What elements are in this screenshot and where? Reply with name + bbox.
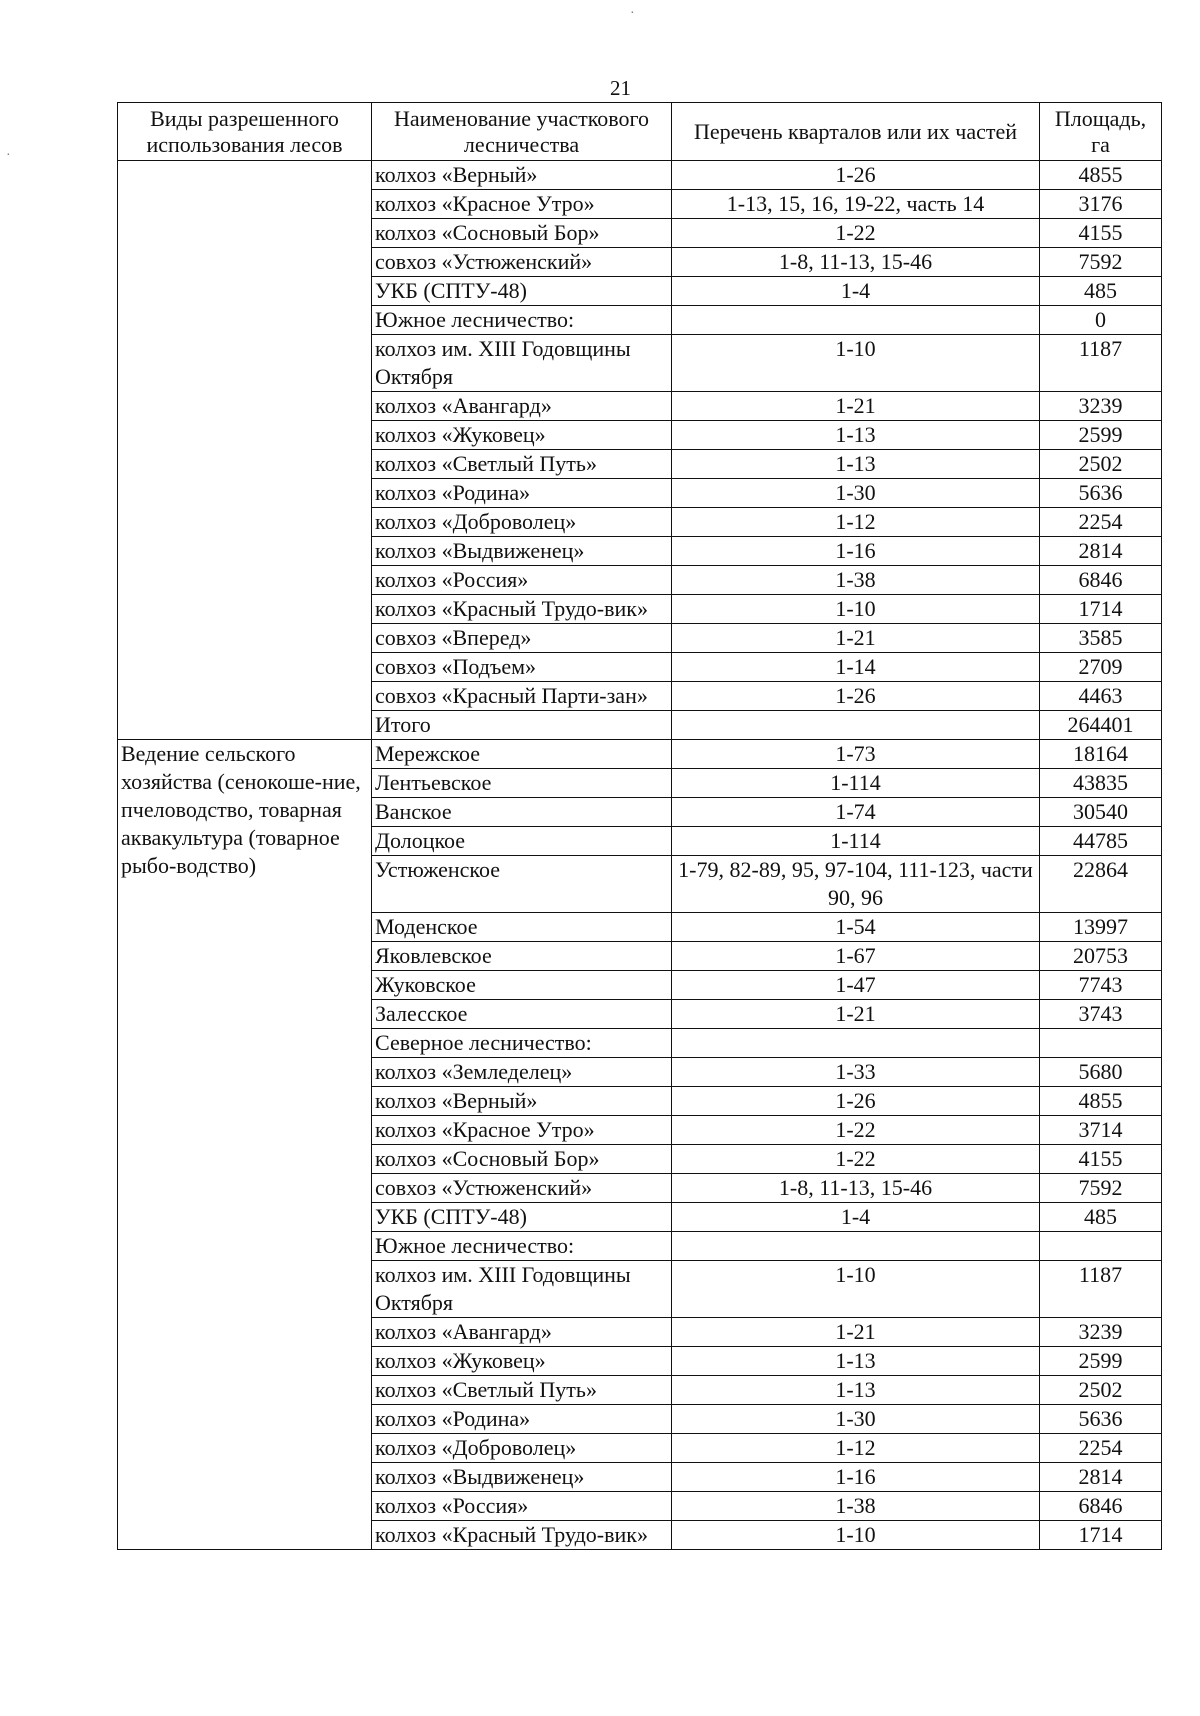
forestry-name-cell: Долоцкое	[372, 827, 672, 856]
use-kind-cell: Ведение сельского хозяйства (сенокоше-ние, пчеловодство, товарная аквакультура (товарное рыбо-водство)	[118, 740, 372, 1550]
area-cell: 4855	[1040, 161, 1162, 190]
area-cell: 3239	[1040, 1318, 1162, 1347]
quarters-cell	[672, 711, 1040, 740]
quarters-cell: 1-21	[672, 1000, 1040, 1029]
quarters-cell: 1-8, 11-13, 15-46	[672, 1174, 1040, 1203]
area-cell: 4155	[1040, 219, 1162, 248]
table-row	[118, 740, 1162, 769]
area-cell: 4155	[1040, 1145, 1162, 1174]
area-cell: 3239	[1040, 392, 1162, 421]
quarters-cell: 1-79, 82-89, 95, 97-104, 111-123, части 90, 96	[672, 856, 1040, 913]
area-cell: 43835	[1040, 769, 1162, 798]
area-cell: 1187	[1040, 1261, 1162, 1318]
forestry-name-cell: колхоз им. XIII Годовщины Октября	[372, 335, 672, 392]
area-cell: 18164	[1040, 740, 1162, 769]
area-cell: 7743	[1040, 971, 1162, 1000]
forestry-name-cell: Ванское	[372, 798, 672, 827]
forestry-name-cell: колхоз «Авангард»	[372, 392, 672, 421]
forestry-name-cell: колхоз «Родина»	[372, 479, 672, 508]
area-cell: 2709	[1040, 653, 1162, 682]
quarters-cell: 1-74	[672, 798, 1040, 827]
area-cell: 44785	[1040, 827, 1162, 856]
quarters-cell: 1-26	[672, 682, 1040, 711]
forestry-name-cell: Моденское	[372, 913, 672, 942]
area-cell: 4463	[1040, 682, 1162, 711]
forestry-name-cell: колхоз «Красное Утро»	[372, 1116, 672, 1145]
area-cell: 485	[1040, 1203, 1162, 1232]
quarters-cell: 1-13	[672, 450, 1040, 479]
quarters-cell: 1-33	[672, 1058, 1040, 1087]
header-name: Наименование участкового лесничества	[372, 103, 672, 161]
quarters-cell: 1-21	[672, 624, 1040, 653]
area-cell: 5636	[1040, 1405, 1162, 1434]
area-cell: 1187	[1040, 335, 1162, 392]
forestry-name-cell: Яковлевское	[372, 942, 672, 971]
use-kind-cell	[118, 161, 372, 740]
area-cell: 3176	[1040, 190, 1162, 219]
forestry-name-cell: колхоз «Жуковец»	[372, 1347, 672, 1376]
forestry-name-cell: колхоз «Россия»	[372, 566, 672, 595]
forestry-name-cell: колхоз «Верный»	[372, 1087, 672, 1116]
quarters-cell: 1-4	[672, 277, 1040, 306]
area-cell: 7592	[1040, 1174, 1162, 1203]
area-cell: 3714	[1040, 1116, 1162, 1145]
area-cell: 2502	[1040, 1376, 1162, 1405]
quarters-cell: 1-21	[672, 392, 1040, 421]
area-cell: 30540	[1040, 798, 1162, 827]
quarters-cell: 1-38	[672, 566, 1040, 595]
table-row	[118, 161, 1162, 190]
quarters-cell: 1-38	[672, 1492, 1040, 1521]
forestry-name-cell: колхоз «Родина»	[372, 1405, 672, 1434]
area-cell: 13997	[1040, 913, 1162, 942]
header-kind: Виды разрешенного использования лесов	[118, 103, 372, 161]
forestry-name-cell: колхоз «Красное Утро»	[372, 190, 672, 219]
forestry-name-cell: колхоз «Выдвиженец»	[372, 537, 672, 566]
forestry-name-cell: Южное лесничество:	[372, 1232, 672, 1261]
quarters-cell: 1-10	[672, 1261, 1040, 1318]
area-cell: 6846	[1040, 566, 1162, 595]
table-header-row	[118, 103, 1162, 161]
forestry-name-cell: колхоз им. XIII Годовщины Октября	[372, 1261, 672, 1318]
quarters-cell: 1-26	[672, 1087, 1040, 1116]
forestry-name-cell: колхоз «Светлый Путь»	[372, 1376, 672, 1405]
quarters-cell: 1-30	[672, 1405, 1040, 1434]
forestry-name-cell: Жуковское	[372, 971, 672, 1000]
forestry-name-cell: УКБ (СПТУ-48)	[372, 1203, 672, 1232]
area-cell	[1040, 1232, 1162, 1261]
forestry-name-cell: Южное лесничество:	[372, 306, 672, 335]
forestry-name-cell: колхоз «Россия»	[372, 1492, 672, 1521]
area-cell: 1714	[1040, 1521, 1162, 1550]
quarters-cell: 1-13	[672, 1376, 1040, 1405]
quarters-cell: 1-22	[672, 1145, 1040, 1174]
quarters-cell: 1-13, 15, 16, 19-22, часть 14	[672, 190, 1040, 219]
quarters-cell: 1-4	[672, 1203, 1040, 1232]
forestry-name-cell: колхоз «Авангард»	[372, 1318, 672, 1347]
quarters-cell: 1-114	[672, 827, 1040, 856]
forestry-name-cell: колхоз «Земледелец»	[372, 1058, 672, 1087]
area-cell: 5680	[1040, 1058, 1162, 1087]
quarters-cell: 1-13	[672, 421, 1040, 450]
quarters-cell	[672, 306, 1040, 335]
quarters-cell: 1-12	[672, 1434, 1040, 1463]
quarters-cell: 1-14	[672, 653, 1040, 682]
quarters-cell: 1-8, 11-13, 15-46	[672, 248, 1040, 277]
quarters-cell: 1-13	[672, 1347, 1040, 1376]
header-area: Площадь, га	[1040, 103, 1162, 161]
area-cell: 3585	[1040, 624, 1162, 653]
area-cell: 5636	[1040, 479, 1162, 508]
quarters-cell: 1-12	[672, 508, 1040, 537]
scan-speck: ·	[6, 148, 11, 163]
area-cell: 4855	[1040, 1087, 1162, 1116]
quarters-cell: 1-10	[672, 335, 1040, 392]
area-cell: 2502	[1040, 450, 1162, 479]
area-cell: 2814	[1040, 537, 1162, 566]
forestry-name-cell: колхоз «Сосновый Бор»	[372, 1145, 672, 1174]
area-cell: 20753	[1040, 942, 1162, 971]
quarters-cell	[672, 1232, 1040, 1261]
area-cell: 22864	[1040, 856, 1162, 913]
forestry-name-cell: колхоз «Верный»	[372, 161, 672, 190]
forestry-name-cell: Устюженское	[372, 856, 672, 913]
forestry-name-cell: колхоз «Жуковец»	[372, 421, 672, 450]
area-cell: 7592	[1040, 248, 1162, 277]
forestry-name-cell: колхоз «Красный Трудо-вик»	[372, 595, 672, 624]
forestry-name-cell: Итого	[372, 711, 672, 740]
forest-use-table	[117, 102, 1162, 1550]
forestry-name-cell: Мережское	[372, 740, 672, 769]
area-cell: 2254	[1040, 1434, 1162, 1463]
quarters-cell: 1-47	[672, 971, 1040, 1000]
area-cell: 3743	[1040, 1000, 1162, 1029]
page-number: 21	[610, 76, 631, 100]
area-cell: 2599	[1040, 1347, 1162, 1376]
forestry-name-cell: колхоз «Сосновый Бор»	[372, 219, 672, 248]
area-cell: 0	[1040, 306, 1162, 335]
quarters-cell: 1-26	[672, 161, 1040, 190]
forestry-name-cell: Залесское	[372, 1000, 672, 1029]
forestry-name-cell: совхоз «Устюженский»	[372, 248, 672, 277]
area-cell: 2254	[1040, 508, 1162, 537]
forestry-name-cell: колхоз «Красный Трудо-вик»	[372, 1521, 672, 1550]
forestry-name-cell: Лентьевское	[372, 769, 672, 798]
forestry-name-cell: совхоз «Красный Парти-зан»	[372, 682, 672, 711]
forestry-name-cell: совхоз «Устюженский»	[372, 1174, 672, 1203]
table-body	[118, 161, 1162, 1550]
quarters-cell	[672, 1029, 1040, 1058]
area-cell	[1040, 1029, 1162, 1058]
forestry-name-cell: колхоз «Светлый Путь»	[372, 450, 672, 479]
forestry-name-cell: совхоз «Вперед»	[372, 624, 672, 653]
forestry-name-cell: колхоз «Доброволец»	[372, 508, 672, 537]
area-cell: 6846	[1040, 1492, 1162, 1521]
area-cell: 2599	[1040, 421, 1162, 450]
forestry-name-cell: совхоз «Подъем»	[372, 653, 672, 682]
area-cell: 1714	[1040, 595, 1162, 624]
quarters-cell: 1-16	[672, 537, 1040, 566]
quarters-cell: 1-10	[672, 1521, 1040, 1550]
quarters-cell: 1-73	[672, 740, 1040, 769]
header-quarters: Перечень кварталов или их частей	[672, 103, 1040, 161]
forestry-name-cell: колхоз «Выдвиженец»	[372, 1463, 672, 1492]
forestry-name-cell: УКБ (СПТУ-48)	[372, 277, 672, 306]
forestry-name-cell: колхоз «Доброволец»	[372, 1434, 672, 1463]
quarters-cell: 1-54	[672, 913, 1040, 942]
quarters-cell: 1-21	[672, 1318, 1040, 1347]
scan-speck: ·	[630, 6, 635, 21]
quarters-cell: 1-114	[672, 769, 1040, 798]
quarters-cell: 1-22	[672, 1116, 1040, 1145]
quarters-cell: 1-16	[672, 1463, 1040, 1492]
area-cell: 485	[1040, 277, 1162, 306]
quarters-cell: 1-67	[672, 942, 1040, 971]
forestry-name-cell: Северное лесничество:	[372, 1029, 672, 1058]
quarters-cell: 1-22	[672, 219, 1040, 248]
area-cell: 264401	[1040, 711, 1162, 740]
area-cell: 2814	[1040, 1463, 1162, 1492]
quarters-cell: 1-30	[672, 479, 1040, 508]
quarters-cell: 1-10	[672, 595, 1040, 624]
